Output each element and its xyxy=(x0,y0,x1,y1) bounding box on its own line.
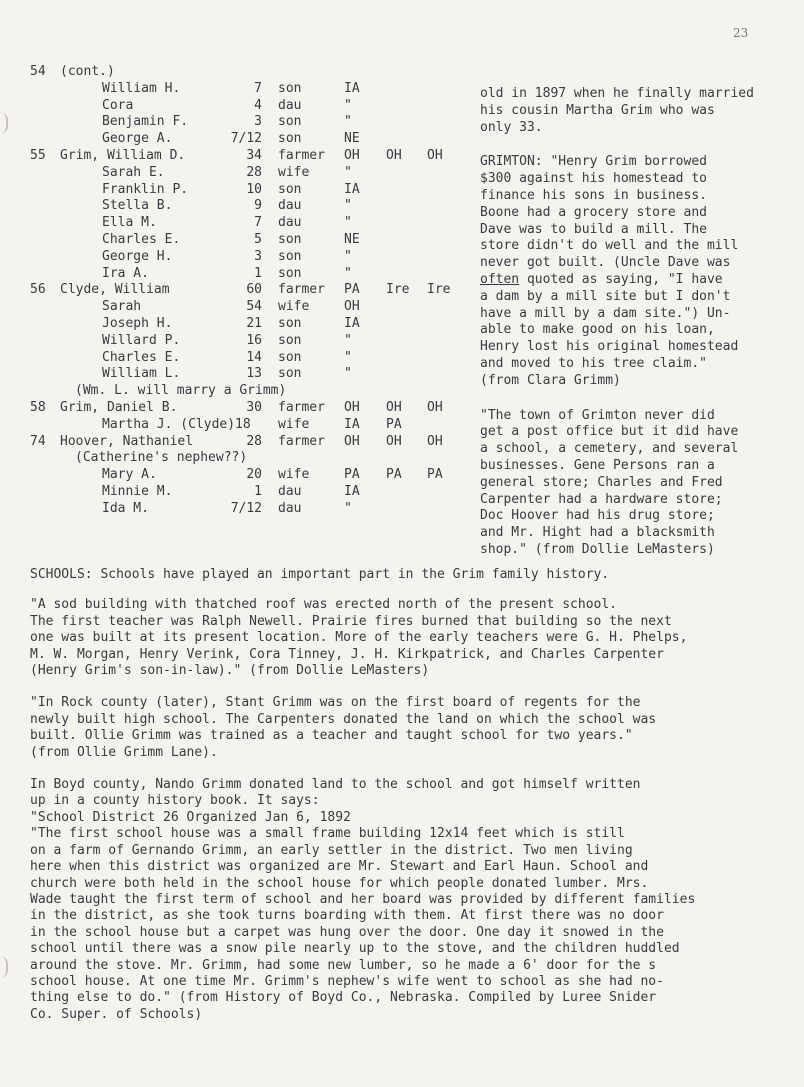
census-note: (Wm. L. will marry a Grimm) xyxy=(75,383,287,399)
person-name: Ella M. xyxy=(102,215,157,231)
census-row xyxy=(0,266,470,283)
person-name: Mary A. xyxy=(102,467,157,483)
birthplace: IA xyxy=(344,80,360,96)
census-row xyxy=(0,350,470,367)
schools-section xyxy=(30,567,770,1039)
person-relation: farmer xyxy=(278,147,325,163)
person-name: Stella B. xyxy=(102,198,173,214)
person-name: Willard P. xyxy=(102,332,181,348)
birthplace: IA xyxy=(344,315,360,331)
person-relation: son xyxy=(278,181,302,197)
person-name: William L. xyxy=(102,366,181,382)
birthplace: " xyxy=(344,248,352,264)
census-row xyxy=(0,81,470,98)
person-name: Clyde, William xyxy=(60,282,170,298)
person-relation: farmer xyxy=(278,282,325,298)
person-name: Sarah E. xyxy=(102,164,165,180)
household-number: 56 xyxy=(30,282,46,298)
census-row xyxy=(0,383,470,400)
census-row xyxy=(0,400,470,417)
household-number: 58 xyxy=(30,399,46,415)
person-name: George H. xyxy=(102,248,173,264)
census-row xyxy=(0,98,470,115)
census-row xyxy=(0,417,470,434)
person-relation: dau xyxy=(278,500,302,516)
underlined-word: often xyxy=(480,271,520,287)
schools-paragraph: "A sod building with thatched roof was erected north of the present school. The first teacher was Ralph Newell. Prairie fires burned that building so the next one was built at its present location. More of the early teachers were G. H. Phelps, M. W. Morgan, Henry Verink, Cora Tinney, J. H. Kirkpatrick, and Charles Carpenter (Henry Grim's son-in-law)." (from Dollie LeMasters) xyxy=(30,597,688,679)
person-relation: son xyxy=(278,366,302,382)
handwritten-page-number: 23 xyxy=(733,26,749,40)
birthplace: " xyxy=(344,215,352,231)
birthplace: " xyxy=(344,500,352,516)
census-row xyxy=(0,249,470,266)
census-row xyxy=(0,450,470,467)
person-age: 30 xyxy=(246,399,262,415)
person-name: William H. xyxy=(102,80,181,96)
birthplace: IA xyxy=(344,416,360,432)
person-name: Joseph H. xyxy=(102,315,173,331)
census-row xyxy=(0,64,470,81)
person-age: 4 xyxy=(254,97,262,113)
person-name: Cora xyxy=(102,97,134,113)
person-age: 21 xyxy=(246,315,262,331)
person-age: 5 xyxy=(254,231,262,247)
father-birthplace: OH xyxy=(386,147,402,163)
person-name: George A. xyxy=(102,131,173,147)
person-age: 16 xyxy=(246,332,262,348)
person-age: 7 xyxy=(254,80,262,96)
person-age: 3 xyxy=(254,248,262,264)
mother-birthplace: PA xyxy=(427,467,443,483)
person-name: Charles E. xyxy=(102,349,181,365)
person-age: 54 xyxy=(246,299,262,315)
census-row xyxy=(0,282,470,299)
person-relation: wife xyxy=(278,299,310,315)
person-relation: son xyxy=(278,114,302,130)
person-relation: farmer xyxy=(278,433,325,449)
grimton-town-paragraph: "The town of Grimton never did get a post office but it did have a school, a cemetery, and several businesses. Gene Persons ran a general store; Charles and Fred Carpenter had a hardware store; Doc Hoover had his drug store; and Mr. Hight had a blacksmith shop." (from Dollie LeMasters) xyxy=(480,407,739,557)
person-age: 28 xyxy=(246,164,262,180)
census-row xyxy=(0,114,470,131)
person-age: 28 xyxy=(246,433,262,449)
grimton-paragraph: GRIMTON: "Henry Grim borrowed $300 against his homestead to finance his sons in business. Boone had a grocery store and Dave was to build a mill. The store didn't do well and the mill never got built. (Uncle Dave was often quoted as saying, "I have a dam by a mill site but I don't have a mill by a dam site.") Un- able to make good on his loan, Henry lost his original homestead and moved to his tree claim." (from Clara Grimm) xyxy=(480,154,739,388)
schools-paragraph: "In Rock county (later), Stant Grimm was on the first board of regents for the newly built high school. The Carpenters donated the land on which the school was built. Ollie Grimm was trained as a teacher and taught school for two years." (from Ollie Grimm Lane). xyxy=(30,695,657,760)
person-relation: dau xyxy=(278,215,302,231)
person-age: 7 xyxy=(254,215,262,231)
person-relation: dau xyxy=(278,97,302,113)
census-row xyxy=(0,182,470,199)
household-number: 74 xyxy=(30,433,46,449)
mother-birthplace: OH xyxy=(427,147,443,163)
birthplace: IA xyxy=(344,181,360,197)
person-name: Sarah xyxy=(102,299,142,315)
person-age: 20 xyxy=(246,467,262,483)
schools-heading: SCHOOLS: Schools have played an important part in the Grim family history. xyxy=(30,567,610,582)
father-birthplace: OH xyxy=(386,399,402,415)
father-birthplace: Ire xyxy=(386,282,410,298)
side-paragraph: old in 1897 when he finally married his cousin Martha Grim who was only 33. xyxy=(480,86,754,135)
person-name: Ida M. xyxy=(102,500,149,516)
person-relation: dau xyxy=(278,198,302,214)
person-name: Hoover, Nathaniel xyxy=(60,433,194,449)
birthplace: NE xyxy=(344,131,360,147)
person-relation: son xyxy=(278,349,302,365)
person-relation: farmer xyxy=(278,399,325,415)
person-relation: wife xyxy=(278,416,310,432)
birthplace: " xyxy=(344,366,352,382)
census-row xyxy=(0,501,470,518)
birthplace: " xyxy=(344,164,352,180)
grimton-notes xyxy=(480,86,790,577)
census-row xyxy=(0,316,470,333)
birthplace: " xyxy=(344,332,352,348)
person-name: Franklin P. xyxy=(102,181,189,197)
person-name: Grim, William D. xyxy=(60,147,186,163)
birthplace: " xyxy=(344,198,352,214)
person-relation: dau xyxy=(278,483,302,499)
schools-paragraph: In Boyd county, Nando Grimm donated land to the school and got himself written up in a county history book. It says: "School District 26 Organized Jan 6, 1892 "The first school house was a small frame building 12x14 feet which is still on a farm of Gernando Grimm, an early settler in the district. Two men living here when this district was organized are Mr. Stewart and Earl Haun. School and church were both held in the school house for which people donated lumber. Mrs. Wade taught the first term of school and her board was provided by different families in the district, as she took turns boarding with them. At first there was no door in the school house but a carpet was hung over the door. One day it snowed in the school until there was a snow pile nearly up to the stove, and the children huddled around the stove. Mr. Grimm, had some new lumber, so he made a 6' door for the s school house. At one time Mr. Grimm's nephew's wife went to school as she had no- thing else to do." (from History of Boyd Co., Nebraska. Compiled by Luree Snider Co. Super. of Schools) xyxy=(30,777,696,1022)
person-relation: son xyxy=(278,248,302,264)
birthplace: OH xyxy=(344,433,360,449)
person-age: 3 xyxy=(254,114,262,130)
census-row xyxy=(0,467,470,484)
person-relation: son xyxy=(278,131,302,147)
person-relation: son xyxy=(278,315,302,331)
person-name: (cont.) xyxy=(60,64,115,79)
census-row xyxy=(0,299,470,316)
birthplace: OH xyxy=(344,399,360,415)
person-age: 60 xyxy=(246,282,262,298)
birthplace: " xyxy=(344,349,352,365)
person-age: 9 xyxy=(254,198,262,214)
birthplace: " xyxy=(344,97,352,113)
person-name: Minnie M. xyxy=(102,483,173,499)
person-age: 34 xyxy=(246,147,262,163)
birthplace: NE xyxy=(344,231,360,247)
census-row xyxy=(0,198,470,215)
census-row xyxy=(0,148,470,165)
person-relation: wife xyxy=(278,467,310,483)
person-name: Benjamin F. xyxy=(102,114,189,130)
person-age: 10 xyxy=(246,181,262,197)
birthplace: PA xyxy=(344,282,360,298)
census-row xyxy=(0,215,470,232)
person-relation: son xyxy=(278,265,302,281)
person-age: 7/12 xyxy=(230,131,262,147)
person-age: 13 xyxy=(246,366,262,382)
person-name: Ira A. xyxy=(102,265,149,281)
binder-hole-mark xyxy=(0,956,8,978)
father-birthplace: PA xyxy=(386,467,402,483)
person-name: Martha J. (Clyde)18 xyxy=(102,416,251,432)
birthplace: IA xyxy=(344,483,360,499)
person-age: 1 xyxy=(254,483,262,499)
mother-birthplace: Ire xyxy=(427,282,451,298)
person-age: 1 xyxy=(254,265,262,281)
census-note: (Catherine's nephew??) xyxy=(75,450,248,466)
mother-birthplace: OH xyxy=(427,399,443,415)
person-relation: wife xyxy=(278,164,310,180)
birthplace: PA xyxy=(344,467,360,483)
household-number: 55 xyxy=(30,147,46,163)
census-row xyxy=(0,484,470,501)
birthplace: " xyxy=(344,265,352,281)
father-birthplace: OH xyxy=(386,433,402,449)
census-row xyxy=(0,232,470,249)
person-name: Charles E. xyxy=(102,231,181,247)
census-listing xyxy=(0,64,470,518)
birthplace: " xyxy=(344,114,352,130)
person-relation: son xyxy=(278,332,302,348)
person-name: Grim, Daniel B. xyxy=(60,399,178,415)
census-row xyxy=(0,131,470,148)
mother-birthplace: OH xyxy=(427,433,443,449)
father-birthplace: PA xyxy=(386,416,402,432)
person-age: 14 xyxy=(246,349,262,365)
birthplace: OH xyxy=(344,147,360,163)
census-row xyxy=(0,165,470,182)
census-row xyxy=(0,434,470,451)
person-age: 7/12 xyxy=(230,500,262,516)
person-relation: son xyxy=(278,231,302,247)
census-row xyxy=(0,333,470,350)
birthplace: OH xyxy=(344,299,360,315)
census-row xyxy=(0,366,470,383)
household-number: 54 xyxy=(30,64,46,79)
person-relation: son xyxy=(278,80,302,96)
